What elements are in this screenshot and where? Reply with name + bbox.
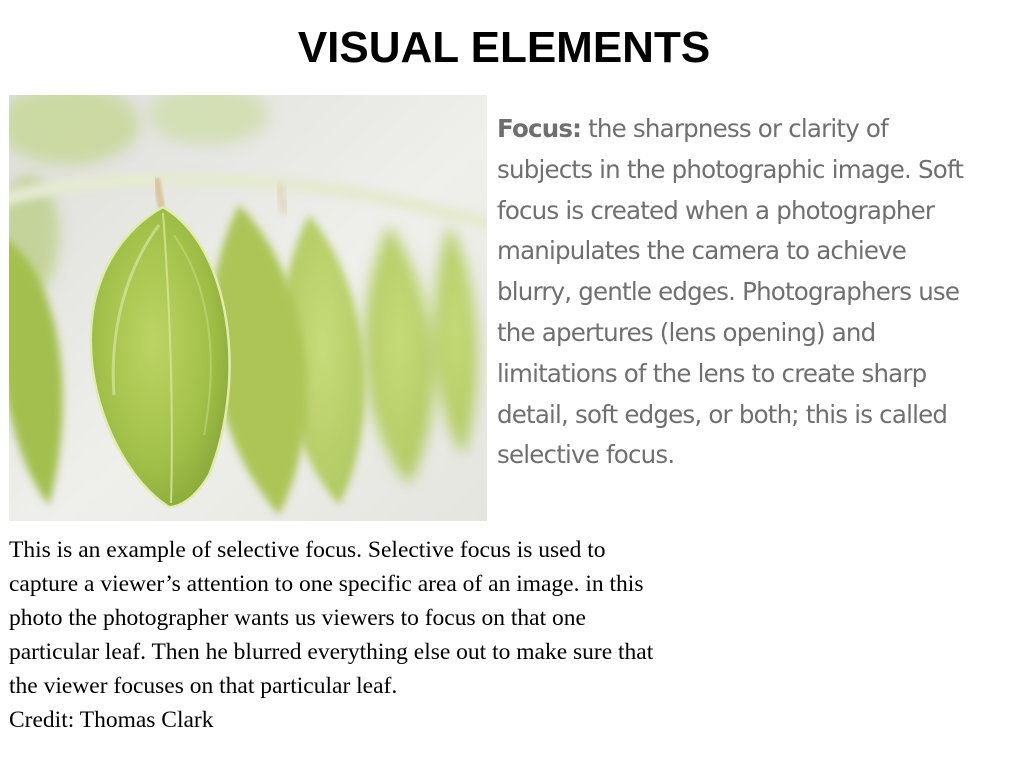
photo-caption [9, 533, 654, 737]
focus-term: Focus: [497, 114, 582, 143]
focus-definition [497, 109, 977, 476]
leaves-photo-icon [9, 95, 487, 521]
photo-credit: Credit: Thomas Clark [9, 707, 214, 733]
slide-title: VISUAL ELEMENTS [297, 23, 711, 72]
focus-definition-text: the sharpness or clarity of subjects in the photographic image. Soft focus is created when a photographer manipulates the camera to achieve blurry, gentle edges. Photographers use the apertures (lens opening) and limitations of the lens to create sharp detail, soft edges, or both; this is called selective focus. [497, 114, 964, 470]
caption-text: This is an example of selective focus. Selective focus is used to capture a viewer’s attention to one specific area of an image. in this photo the photographer wants us viewers to focus on that one particular leaf. Then he blurred everything else out to make sure that the viewer focuses on that particular leaf. [9, 537, 654, 699]
